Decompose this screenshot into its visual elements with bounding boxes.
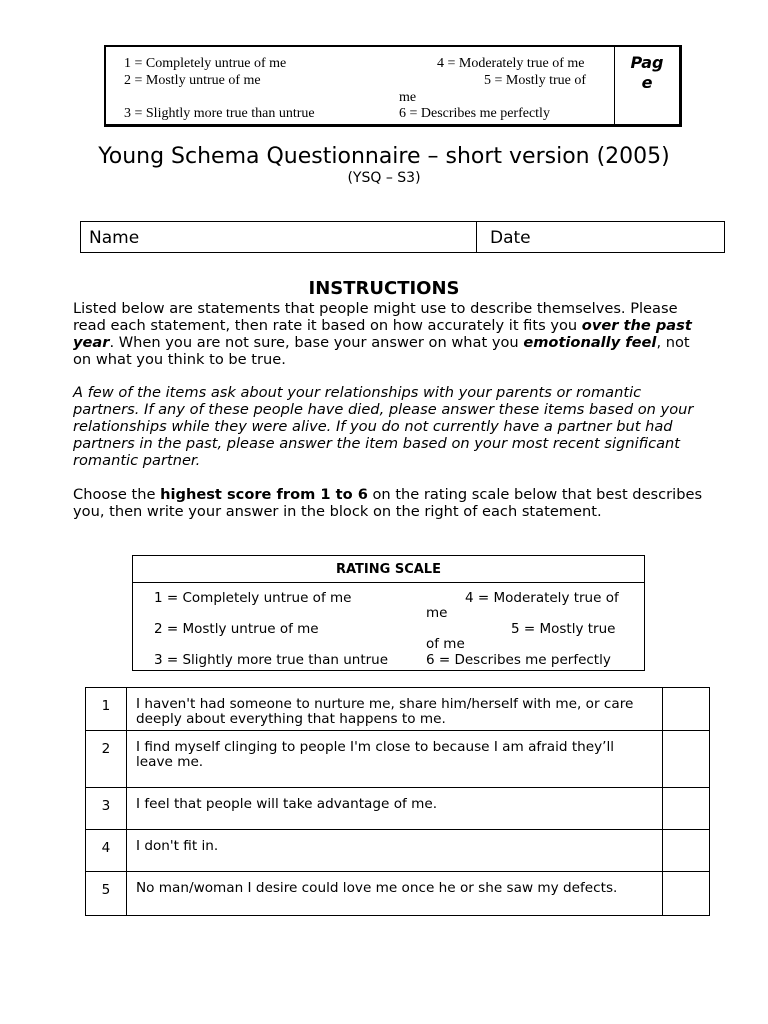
- p1-text-a: Listed below are statements that people might use to describe themselves. Please read each statement, then rate it based on how accurately it fits you: [73, 300, 678, 334]
- item-statement: I don't fit in.: [127, 830, 663, 872]
- table-row: [86, 688, 710, 731]
- name-date-box: [80, 221, 725, 253]
- p3-text-a: Choose the: [73, 486, 161, 503]
- item-statement: No man/woman I desire could love me once he or she saw my defects.: [127, 872, 663, 916]
- item-statement: I haven't had someone to nurture me, share him/herself with me, or care deeply about everything that happens to me.: [127, 688, 663, 731]
- table-row: [86, 788, 710, 830]
- table-row: [86, 872, 710, 916]
- p1-emph-past-year: over the past year: [73, 317, 692, 351]
- page-title: Young Schema Questionnaire – short version (2005): [98, 144, 670, 169]
- item-number: 5: [86, 872, 127, 916]
- instructions-paragraph-1: [73, 300, 703, 368]
- page-number-cell: [614, 47, 679, 124]
- p3-emph-highest-score: highest score from 1 to 6: [160, 486, 368, 503]
- answer-cell[interactable]: [663, 731, 710, 788]
- item-number: 3: [86, 788, 127, 830]
- answer-cell[interactable]: [663, 830, 710, 872]
- p1-text-e: , not on what you think to be true.: [73, 334, 690, 368]
- rating-5-wrap: of me: [426, 636, 465, 652]
- rating-5: 5 = Mostly true: [511, 621, 616, 637]
- rating-1: 1 = Completely untrue of me: [154, 590, 352, 606]
- answer-cell[interactable]: [663, 872, 710, 916]
- item-number: 2: [86, 731, 127, 788]
- p3-text-c: on the rating scale below that best describes you, then write your answer in the block on the right of each statement.: [73, 486, 703, 520]
- questionnaire-table: [85, 687, 710, 916]
- header-rating-box: [104, 45, 682, 127]
- page-subtitle: (YSQ – S3): [347, 170, 421, 186]
- instructions-paragraph-2: A few of the items ask about your relationships with your parents or romantic partners. If any of these people have died, please answer these items based on your relationships while they were alive. If you do not currently have a partner but had partners in the past, please answer the item based on your most recent significant romantic partner.: [73, 384, 694, 469]
- rating-4-wrap: me: [426, 605, 448, 621]
- name-date-divider: [476, 222, 477, 252]
- table-row: [86, 830, 710, 872]
- item-statement: I feel that people will take advantage of me.: [127, 788, 663, 830]
- p1-emph-emotionally-feel: emotionally feel: [523, 334, 657, 351]
- header-scale-1: 1 = Completely untrue of me: [124, 56, 287, 71]
- rating-scale-heading: RATING SCALE: [133, 556, 644, 583]
- rating-scale-box: [132, 555, 645, 671]
- p1-text-c: . When you are not sure, base your answer on what you: [109, 334, 524, 351]
- answer-cell[interactable]: [663, 688, 710, 731]
- rating-3: 3 = Slightly more true than untrue: [154, 652, 389, 668]
- header-scale-2: 2 = Mostly untrue of me: [124, 73, 261, 88]
- item-number: 1: [86, 688, 127, 731]
- rating-2: 2 = Mostly untrue of me: [154, 621, 319, 637]
- header-scale-4: 4 = Moderately true of me: [437, 56, 585, 71]
- instructions-paragraph-3: [73, 486, 703, 520]
- rating-4: 4 = Moderately true of: [465, 590, 619, 606]
- date-field-label[interactable]: Date: [490, 228, 531, 248]
- header-scale-5-wrap: me: [399, 90, 417, 105]
- header-scale-5: 5 = Mostly true of: [484, 73, 586, 88]
- item-statement: I find myself clinging to people I'm close to because I am afraid they’ll leave me.: [127, 731, 663, 788]
- page-label-top: Pag: [630, 53, 664, 72]
- header-scale-6: 6 = Describes me perfectly: [399, 106, 550, 121]
- answer-cell[interactable]: [663, 788, 710, 830]
- table-row: [86, 731, 710, 788]
- rating-6: 6 = Describes me perfectly: [426, 652, 611, 668]
- name-field-label[interactable]: Name: [89, 228, 140, 248]
- header-scale-3: 3 = Slightly more true than untrue: [124, 106, 315, 121]
- page-label-bottom: e: [641, 73, 653, 92]
- instructions-heading: INSTRUCTIONS: [308, 278, 460, 299]
- item-number: 4: [86, 830, 127, 872]
